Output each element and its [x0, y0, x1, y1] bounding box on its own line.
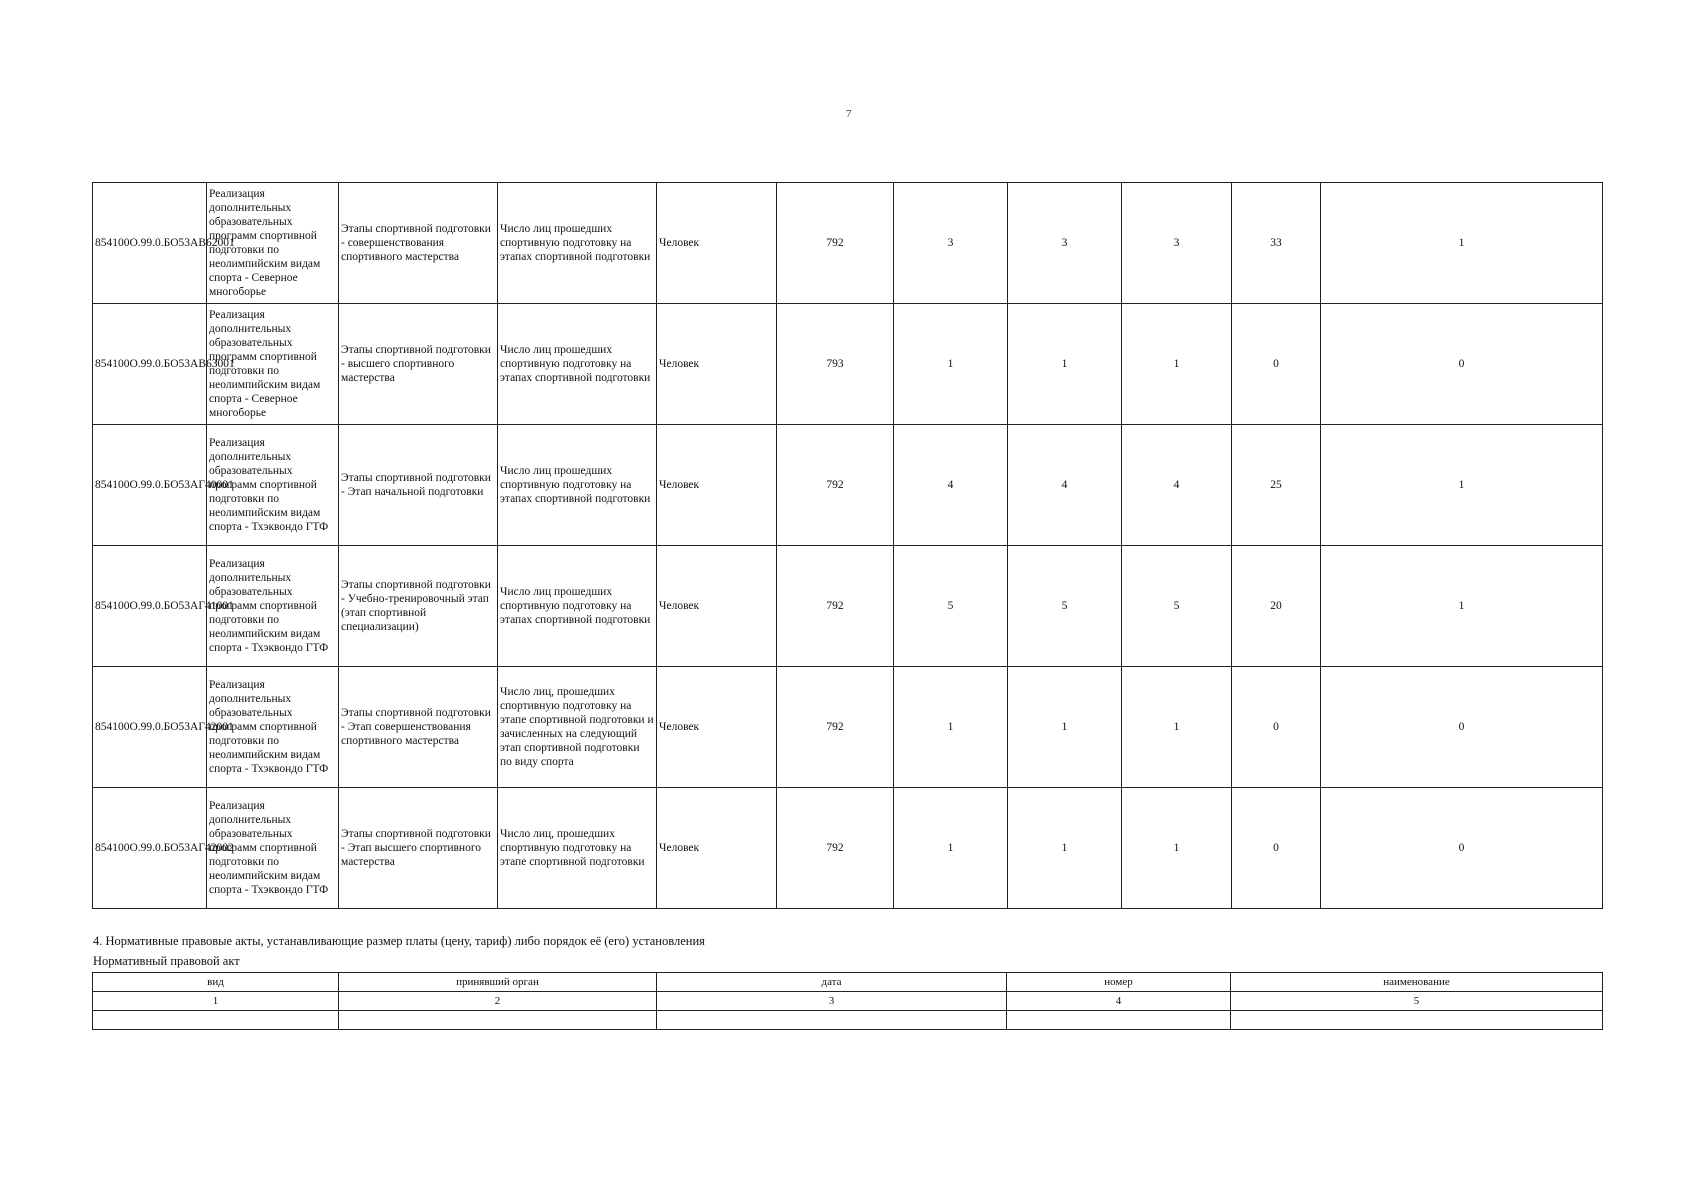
value-cell: 0 [1321, 304, 1603, 425]
value-cell: 0 [1321, 667, 1603, 788]
header-cell: принявший орган [339, 973, 657, 992]
program-cell: Реализация дополнительных образовательных программ спортивной подготовки по неолимпийским видам спорта - Тхэквондо ГТФ [207, 425, 339, 546]
indicator-cell: Число лиц прошедших спортивную подготовку на этапах спортивной подготовки [498, 304, 657, 425]
stage-cell: Этапы спортивной подготовки - совершенствования спортивного мастерства [339, 183, 498, 304]
indicator-cell: Число лиц, прошедших спортивную подготовку на этапе спортивной подготовки и зачисленных на следующий этап спортивной подготовки по виду спорта [498, 667, 657, 788]
column-number-cell: 3 [657, 992, 1007, 1011]
indicator-cell: Число лиц прошедших спортивную подготовку на этапах спортивной подготовки [498, 425, 657, 546]
program-cell: Реализация дополнительных образовательных программ спортивной подготовки по неолимпийским видам спорта - Северное многоборье [207, 304, 339, 425]
empty-cell [339, 1011, 657, 1030]
program-cell: Реализация дополнительных образовательных программ спортивной подготовки по неолимпийским видам спорта - Тхэквондо ГТФ [207, 788, 339, 909]
value-cell: 1 [1008, 788, 1122, 909]
value-cell: 1 [1122, 788, 1232, 909]
table-row [93, 788, 1603, 909]
value-cell: 1 [894, 788, 1008, 909]
header-cell: наименование [1231, 973, 1603, 992]
okei-code-cell: 792 [777, 425, 894, 546]
value-cell: 1 [894, 304, 1008, 425]
value-cell: 4 [894, 425, 1008, 546]
registry-code-cell: 854100О.99.0.БО53АГ41001 [93, 546, 207, 667]
registry-code-cell: 854100О.99.0.БО53АГ40001 [93, 425, 207, 546]
indicator-cell: Число лиц прошедших спортивную подготовку на этапах спортивной подготовки [498, 183, 657, 304]
header-cell: вид [93, 973, 339, 992]
empty-cell [93, 1011, 339, 1030]
value-cell: 3 [1008, 183, 1122, 304]
table-row [93, 667, 1603, 788]
value-cell: 5 [1008, 546, 1122, 667]
table-row [93, 183, 1603, 304]
table-row [93, 546, 1603, 667]
value-cell: 33 [1232, 183, 1321, 304]
legal-acts-table [92, 972, 1603, 1030]
stage-cell: Этапы спортивной подготовки - Этап начальной подготовки [339, 425, 498, 546]
value-cell: 1 [1122, 667, 1232, 788]
indicators-table [92, 182, 1603, 909]
unit-cell: Человек [657, 546, 777, 667]
stage-cell: Этапы спортивной подготовки - Этап совершенствования спортивного мастерства [339, 667, 498, 788]
unit-cell: Человек [657, 304, 777, 425]
value-cell: 0 [1321, 788, 1603, 909]
column-number-cell: 2 [339, 992, 657, 1011]
value-cell: 5 [894, 546, 1008, 667]
legal-acts-number-row [93, 992, 1603, 1011]
registry-code-cell: 854100О.99.0.БО53АВ62001 [93, 183, 207, 304]
value-cell: 20 [1232, 546, 1321, 667]
header-cell: дата [657, 973, 1007, 992]
value-cell: 1 [1321, 183, 1603, 304]
unit-cell: Человек [657, 425, 777, 546]
empty-cell [1007, 1011, 1231, 1030]
indicator-cell: Число лиц, прошедших спортивную подготовку на этапе спортивной подготовки [498, 788, 657, 909]
empty-cell [657, 1011, 1007, 1030]
value-cell: 1 [1321, 425, 1603, 546]
header-cell: номер [1007, 973, 1231, 992]
registry-code-cell: 854100О.99.0.БО53АГ42002 [93, 788, 207, 909]
value-cell: 0 [1232, 667, 1321, 788]
value-cell: 5 [1122, 546, 1232, 667]
table-row [93, 425, 1603, 546]
value-cell: 4 [1122, 425, 1232, 546]
legal-acts-empty-row [93, 1011, 1603, 1030]
page-number: 7 [846, 108, 852, 120]
column-number-cell: 1 [93, 992, 339, 1011]
legal-acts-header-row [93, 973, 1603, 992]
program-cell: Реализация дополнительных образовательных программ спортивной подготовки по неолимпийским видам спорта - Тхэквондо ГТФ [207, 667, 339, 788]
okei-code-cell: 792 [777, 788, 894, 909]
program-cell: Реализация дополнительных образовательных программ спортивной подготовки по неолимпийским видам спорта - Северное многоборье [207, 183, 339, 304]
unit-cell: Человек [657, 667, 777, 788]
unit-cell: Человек [657, 788, 777, 909]
value-cell: 4 [1008, 425, 1122, 546]
value-cell: 25 [1232, 425, 1321, 546]
registry-code-cell: 854100О.99.0.БО53АГ42001 [93, 667, 207, 788]
value-cell: 1 [1321, 546, 1603, 667]
value-cell: 1 [894, 667, 1008, 788]
okei-code-cell: 792 [777, 546, 894, 667]
program-cell: Реализация дополнительных образовательных программ спортивной подготовки по неолимпийским видам спорта - Тхэквондо ГТФ [207, 546, 339, 667]
column-number-cell: 4 [1007, 992, 1231, 1011]
stage-cell: Этапы спортивной подготовки - Этап высшего спортивного мастерства [339, 788, 498, 909]
section-4-subheading: Нормативный правовой акт [93, 954, 240, 968]
value-cell: 0 [1232, 788, 1321, 909]
value-cell: 1 [1008, 304, 1122, 425]
indicator-cell: Число лиц прошедших спортивную подготовку на этапах спортивной подготовки [498, 546, 657, 667]
empty-cell [1231, 1011, 1603, 1030]
value-cell: 3 [894, 183, 1008, 304]
value-cell: 1 [1122, 304, 1232, 425]
unit-cell: Человек [657, 183, 777, 304]
okei-code-cell: 792 [777, 667, 894, 788]
value-cell: 1 [1008, 667, 1122, 788]
value-cell: 3 [1122, 183, 1232, 304]
registry-code-cell: 854100О.99.0.БО53АВ63001 [93, 304, 207, 425]
column-number-cell: 5 [1231, 992, 1603, 1011]
okei-code-cell: 792 [777, 183, 894, 304]
value-cell: 0 [1232, 304, 1321, 425]
stage-cell: Этапы спортивной подготовки - высшего спортивного мастерства [339, 304, 498, 425]
table-row [93, 304, 1603, 425]
section-4-heading: 4. Нормативные правовые акты, устанавливающие размер платы (цену, тариф) либо порядок её (его) установления [93, 934, 705, 948]
stage-cell: Этапы спортивной подготовки - Учебно-тренировочный этап (этап спортивной специализации) [339, 546, 498, 667]
okei-code-cell: 793 [777, 304, 894, 425]
